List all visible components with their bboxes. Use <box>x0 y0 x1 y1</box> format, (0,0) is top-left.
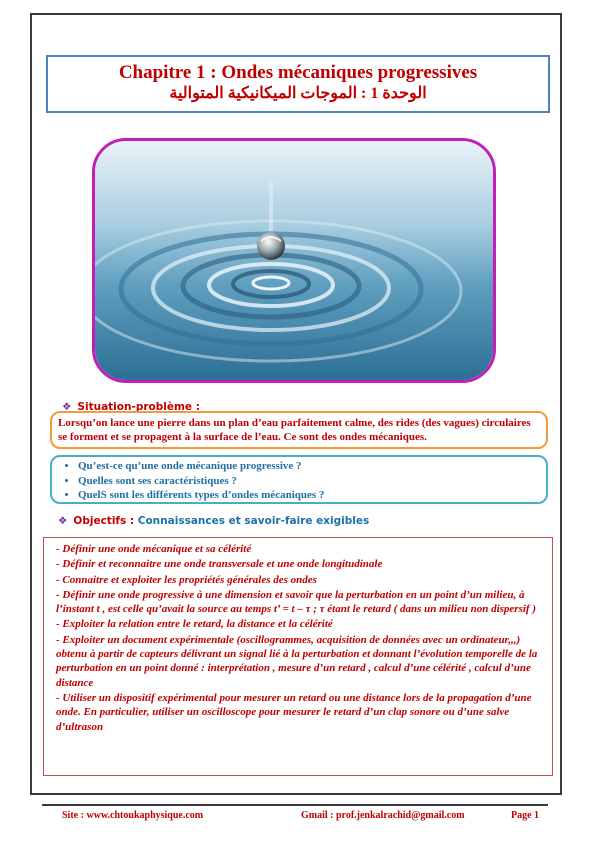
objective-item: - Définir une onde mécanique et sa célérité <box>56 543 252 555</box>
footer-divider <box>42 804 548 806</box>
chapter-title-arabic: الوحدة 1 : الموجات الميكانيكية المتوالية <box>169 85 427 102</box>
objective-item: - Exploiter un document expérimentale (oscillogrammes, acquisition de données avec un ordinateur,,,) obtenu à partir de capteurs délivrant un signal lié à la perturbation et donnant l’évolution temporelle de la perturbation en un point donné : interprétation , mesure d’un retard , calcul d’une célérité , calcul d’une distance <box>56 633 538 689</box>
question-item: • QuelS sont les différents types d’ondes mécaniques ? <box>78 488 540 503</box>
situation-box <box>50 411 548 449</box>
questions-box <box>50 455 548 504</box>
objective-item: - Exploiter la relation entre le retard, la distance et la célérité <box>56 618 333 631</box>
objectives-box <box>43 537 553 776</box>
objectives-heading <box>58 515 369 527</box>
objective-item: - Définir et reconnaitre une onde transversale et une onde longitudinale <box>56 558 383 571</box>
footer-site: Site : www.chtoukaphysique.com <box>62 810 204 821</box>
question-item: • Quelles sont ses caractéristiques ? <box>78 474 540 489</box>
question-item: • Qu’est-ce qu’une onde mécanique progressive ? <box>78 459 540 474</box>
objective-item: - Utiliser un dispositif expérimental pour mesurer un retard ou une distance lors de la propagation d’une onde. En particulier, utiliser un oscilloscope pour mesurer le retard d’un clap sonore ou d’une salve d’ultrason <box>56 691 532 733</box>
situation-text: Lorsqu’on lance une pierre dans un plan d’eau parfaitement calme, des rides (des vagues) circulaires se forment et se propagent à la surface de l’eau. Ce sont des ondes mécaniques. <box>58 417 531 443</box>
water-droplet-illustration <box>95 141 493 380</box>
water-droplet-photo <box>92 138 496 383</box>
diamond-bullet-icon: ❖ <box>58 515 68 527</box>
objective-item: - Définir une onde progressive à une dimension et savoir que la perturbation en un point d’un milieu, à l’instant t , est celle qu’avait la source au temps t’ = t – τ ; τ étant le retard ( dans un milieu non dispersif ) <box>56 588 536 616</box>
objectives-label: Objectifs : <box>73 515 135 527</box>
objectives-subtitle: Connaissances et savoir-faire exigibles <box>137 515 370 527</box>
diamond-bullet-icon: ❖ <box>62 401 72 413</box>
objective-item: - Connaitre et exploiter les propriétés générales des ondes <box>56 573 317 586</box>
questions-list <box>62 459 540 503</box>
chapter-title-french: Chapitre 1 : Ondes mécaniques progressives <box>118 62 478 83</box>
footer-gmail: Gmail : prof.jenkalrachid@gmail.com <box>301 810 465 821</box>
chapter-title-box <box>46 55 550 113</box>
situation-heading-label: Situation-problème : <box>77 401 200 413</box>
footer-page-number: Page 1 <box>511 810 540 821</box>
